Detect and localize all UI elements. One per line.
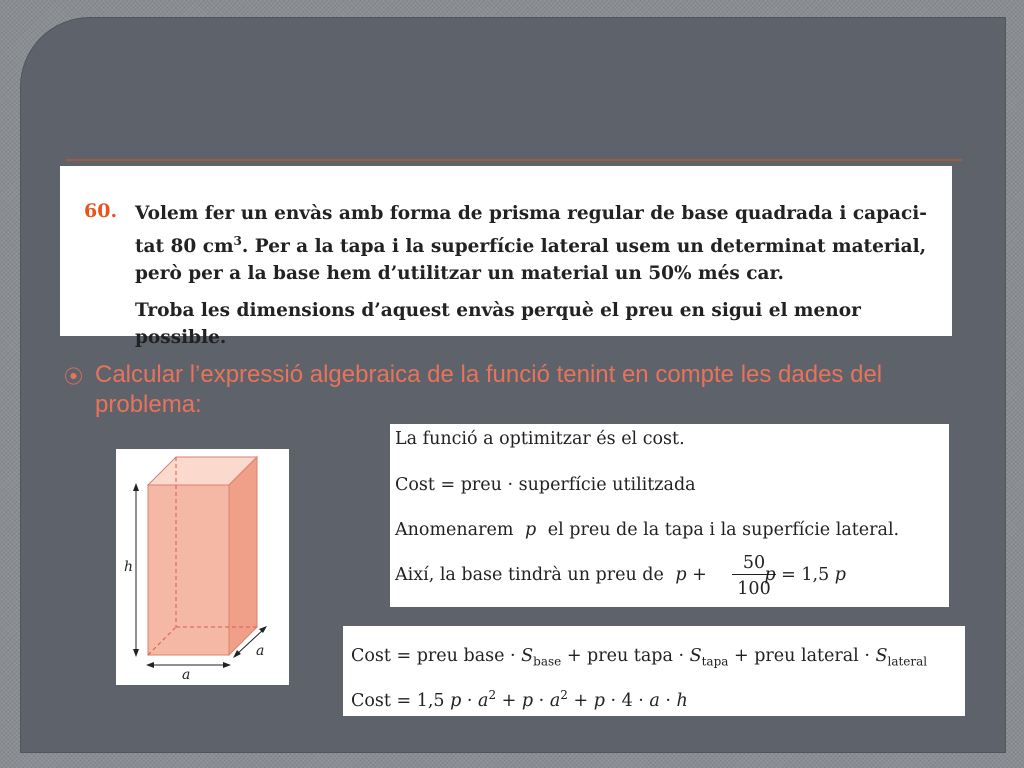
variable-h: h — [676, 690, 688, 711]
variable-S: S — [875, 646, 888, 666]
formula-text: · 4 · — [604, 690, 650, 711]
formula-text: + preu lateral · — [728, 646, 876, 666]
prism-front-face — [148, 485, 229, 655]
problem-line-4: Troba les dimensions d’aquest envàs perquè el preu en sigui el menor possible. — [135, 299, 861, 349]
plus-sign: + — [686, 565, 713, 585]
problem-line-3: però per a la base hem d’utilitzar un material un 50% més car. — [135, 263, 784, 285]
formula-text: + — [496, 690, 522, 711]
formula-text: · — [461, 690, 479, 711]
bullet-point — [64, 360, 944, 420]
cost-line-1: La funció a optimitzar és el cost. — [395, 429, 685, 449]
formula-text: · — [533, 690, 550, 711]
problem-number: 60. — [84, 200, 118, 222]
height-arrow-head-bottom — [133, 649, 139, 657]
cost-formula-panel — [343, 626, 965, 716]
problem-line-2 — [135, 228, 935, 261]
problem-line-2-start: tat 80 cm — [135, 235, 234, 257]
fraction-numerator: 50 — [732, 552, 776, 575]
formula-text: · — [659, 690, 677, 711]
variable-a: a — [549, 690, 561, 711]
variable-p: p — [450, 690, 462, 711]
variable-p: p — [834, 565, 846, 585]
cost-line-3-end: el preu de la tapa i la superfície lateral. — [542, 520, 900, 540]
formula-text: Cost = 1,5 — [351, 690, 451, 711]
label-a-bottom: a — [182, 667, 191, 683]
problem-statement-panel — [60, 166, 952, 349]
cost-explanation-panel — [390, 424, 949, 607]
formula-text: + preu tapa · — [561, 646, 690, 666]
subscript-lateral: lateral — [887, 654, 928, 669]
title-divider — [66, 159, 962, 161]
bullet-text: Calcular l’expressió algebraica de la funció tenint en compte les dades del problema: — [95, 361, 883, 418]
variable-p: p — [593, 690, 605, 711]
prism-drawing — [116, 449, 289, 685]
problem-line-1: Volem fer un envàs amb forma de prisma regular de base quadrada i capaci- — [135, 203, 927, 224]
exponent: 2 — [560, 688, 568, 702]
base-arrow-head-right — [223, 662, 231, 668]
variable-p: p — [675, 565, 687, 585]
base-arrow-head-left — [146, 662, 154, 668]
variable-p: p — [524, 520, 537, 540]
cost-line-3-start: Anomenarem — [395, 520, 519, 540]
prism-side-face — [229, 457, 257, 655]
variable-S: S — [689, 646, 702, 666]
variable-p: p — [521, 690, 534, 711]
height-arrow-head-top — [133, 483, 139, 491]
exponent: 2 — [488, 688, 497, 702]
label-h: h — [124, 559, 134, 575]
bullet-icon: ⦿ — [64, 367, 84, 388]
variable-a: a — [478, 690, 489, 711]
formula-line-2 — [351, 688, 688, 711]
problem-text — [135, 200, 935, 352]
variable-S: S — [521, 646, 534, 666]
cost-line-4 — [395, 565, 846, 585]
problem-line-2-end: . Per a la tapa i la superfície lateral usem un determinat material, — [241, 235, 927, 257]
variable-a: a — [649, 690, 660, 711]
cost-line-3 — [395, 520, 899, 540]
formula-line-1 — [351, 646, 927, 669]
cubic-exponent: 3 — [233, 233, 242, 248]
subscript-tapa: tapa — [701, 654, 729, 669]
fraction-denominator: 100 — [737, 579, 771, 599]
subscript-base: base — [533, 654, 562, 669]
cost-line-2: Cost = preu · superfície utilitzada — [395, 475, 696, 495]
cost-line-4-start: Així, la base tindrà un preu de — [395, 565, 670, 585]
prism-figure — [116, 449, 289, 685]
equals-value: = 1,5 — [775, 565, 835, 585]
formula-text: + — [567, 690, 594, 711]
variable-p: p — [764, 565, 776, 585]
formula-text: Cost = preu base · — [351, 646, 522, 666]
label-a-side: a — [256, 643, 265, 659]
